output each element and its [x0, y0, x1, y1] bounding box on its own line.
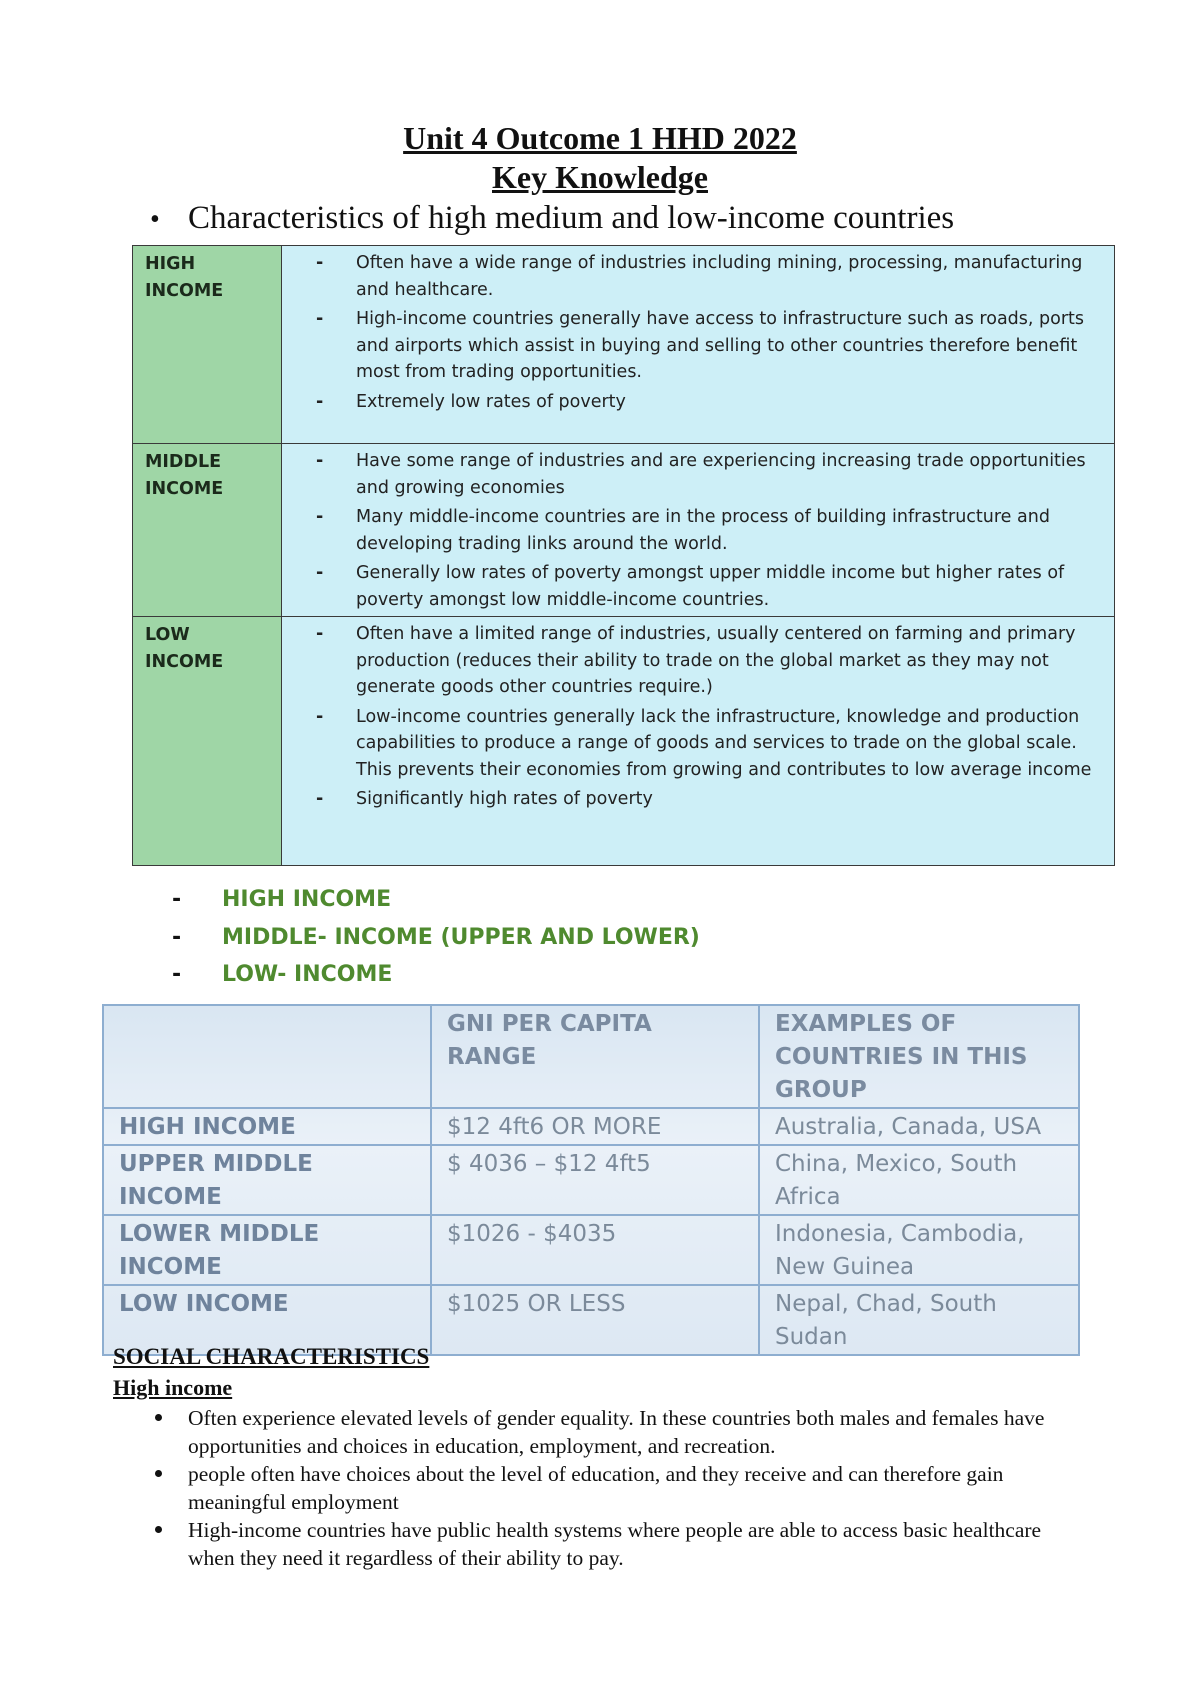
income-group-list — [172, 886, 700, 999]
table-cell: UPPER MIDDLE INCOME — [103, 1145, 431, 1215]
table-row — [133, 444, 1115, 617]
row-description — [282, 617, 1115, 866]
list-item: - Often have a limited range of industries, usually centered on farming and primary production (reduces their ability to trade on the global market as they may not generate goods other countries require.) — [316, 621, 1100, 701]
table-cell: $1025 OR LESS — [431, 1285, 759, 1355]
header-cell — [103, 1005, 431, 1108]
document-subtitle: Key Knowledge — [492, 159, 708, 195]
row-description — [282, 444, 1115, 617]
social-characteristics-list — [140, 1404, 1080, 1572]
dash-marker: - — [172, 924, 182, 950]
list-item: High-income countries have public health systems where people are able to access basic healthcare when they need it regardless of their ability to pay. — [140, 1516, 1080, 1572]
list-item: - Extremely low rates of poverty — [316, 389, 1100, 416]
row-label-line: HIGH — [145, 254, 196, 274]
header-cell: EXAMPLES OF COUNTRIES IN THIS GROUP — [759, 1005, 1079, 1108]
row-label-line: MIDDLE — [145, 452, 222, 472]
list-item: - Many middle-income countries are in the process of building infrastructure and developing trading links around the world. — [316, 504, 1100, 557]
list-item: - Generally low rates of poverty amongst upper middle income but higher rates of poverty amongst low middle-income countries. — [316, 560, 1100, 613]
list-item — [172, 924, 700, 962]
list-item: - Have some range of industries and are experiencing increasing trade opportunities and growing economies — [316, 448, 1100, 501]
dash-marker: - — [172, 887, 182, 912]
document-title: Unit 4 Outcome 1 HHD 2022 — [403, 120, 797, 156]
row-label — [133, 444, 282, 617]
table-cell: LOW INCOME — [103, 1285, 431, 1355]
list-item: - Significantly high rates of poverty — [316, 786, 1100, 813]
dash-marker: - — [172, 962, 182, 987]
row-label-line: INCOME — [145, 281, 224, 301]
table-row — [133, 617, 1115, 866]
row-description — [282, 246, 1115, 444]
list-item: people often have choices about the level of education, and they receive and can therefore gain meaningful employment — [140, 1460, 1080, 1516]
key-knowledge-text: Characteristics of high medium and low-income countries — [188, 200, 955, 236]
table-cell: $12 4ft6 OR MORE — [431, 1108, 759, 1145]
table-cell: LOWER MIDDLE INCOME — [103, 1215, 431, 1285]
list-item: Often experience elevated levels of gender equality. In these countries both males and females have opportunities and choices in education, employment, and recreation. — [140, 1404, 1080, 1460]
table-row — [103, 1145, 1079, 1215]
income-group-label: LOW- INCOME — [222, 962, 393, 987]
table-row — [103, 1108, 1079, 1145]
row-label — [133, 246, 282, 444]
table-cell: China, Mexico, South Africa — [759, 1145, 1079, 1215]
key-knowledge-bullet — [150, 198, 954, 240]
row-label-line: LOW — [145, 625, 190, 645]
list-item: - Low-income countries generally lack the infrastructure, knowledge and production capabilities to produce a range of goods and services to trade on the global scale. This prevents their economies from growing and contributes to low average income — [316, 704, 1100, 784]
gni-per-capita-table — [102, 1004, 1080, 1356]
list-item — [172, 886, 700, 924]
list-item — [172, 961, 700, 999]
bullet-icon: • — [150, 204, 160, 235]
row-label-line: INCOME — [145, 479, 224, 499]
row-label-line: INCOME — [145, 652, 224, 672]
table-row — [103, 1215, 1079, 1285]
table-cell: Nepal, Chad, South Sudan — [759, 1285, 1079, 1355]
table-header-row — [103, 1005, 1079, 1108]
table-cell: Indonesia, Cambodia, New Guinea — [759, 1215, 1079, 1285]
income-characteristics-table — [132, 245, 1115, 866]
table-cell: Australia, Canada, USA — [759, 1108, 1079, 1145]
list-item: - Often have a wide range of industries including mining, processing, manufacturing and healthcare. — [316, 250, 1100, 303]
income-group-label: MIDDLE- INCOME (UPPER AND LOWER) — [222, 924, 700, 950]
section-subheading: High income — [113, 1375, 233, 1400]
table-cell: $ 4036 – $12 4ft5 — [431, 1145, 759, 1215]
table-cell: HIGH INCOME — [103, 1108, 431, 1145]
income-group-label: HIGH INCOME — [222, 887, 392, 912]
table-cell: $1026 - $4035 — [431, 1215, 759, 1285]
list-item: - High-income countries generally have access to infrastructure such as roads, ports and airports which assist in buying and selling to other countries therefore benefit most from trading opportunities. — [316, 306, 1100, 386]
row-label — [133, 617, 282, 866]
table-row — [133, 246, 1115, 444]
header-cell: GNI PER CAPITA RANGE — [431, 1005, 759, 1108]
section-heading: SOCIAL CHARACTERISTICS — [113, 1344, 430, 1369]
